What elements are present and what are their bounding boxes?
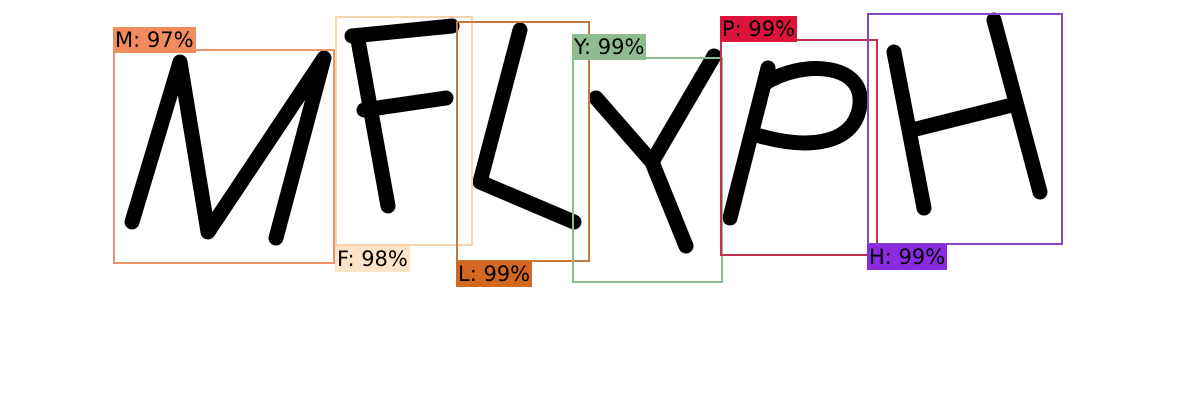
detection-label-y: Y: 99% — [574, 35, 645, 59]
detection-label-l: L: 99% — [458, 262, 531, 286]
detection-box-f — [335, 16, 473, 246]
detection-label-h: H: 99% — [869, 245, 946, 269]
detection-box-p — [720, 39, 878, 256]
detection-box-m — [113, 49, 335, 264]
detection-label-f: F: 98% — [337, 247, 408, 271]
detection-box-h — [867, 13, 1063, 245]
detection-box-y — [572, 57, 723, 283]
detection-box-l — [456, 21, 590, 262]
detection-label-m: M: 97% — [115, 28, 194, 52]
detection-label-p: P: 99% — [722, 17, 796, 41]
